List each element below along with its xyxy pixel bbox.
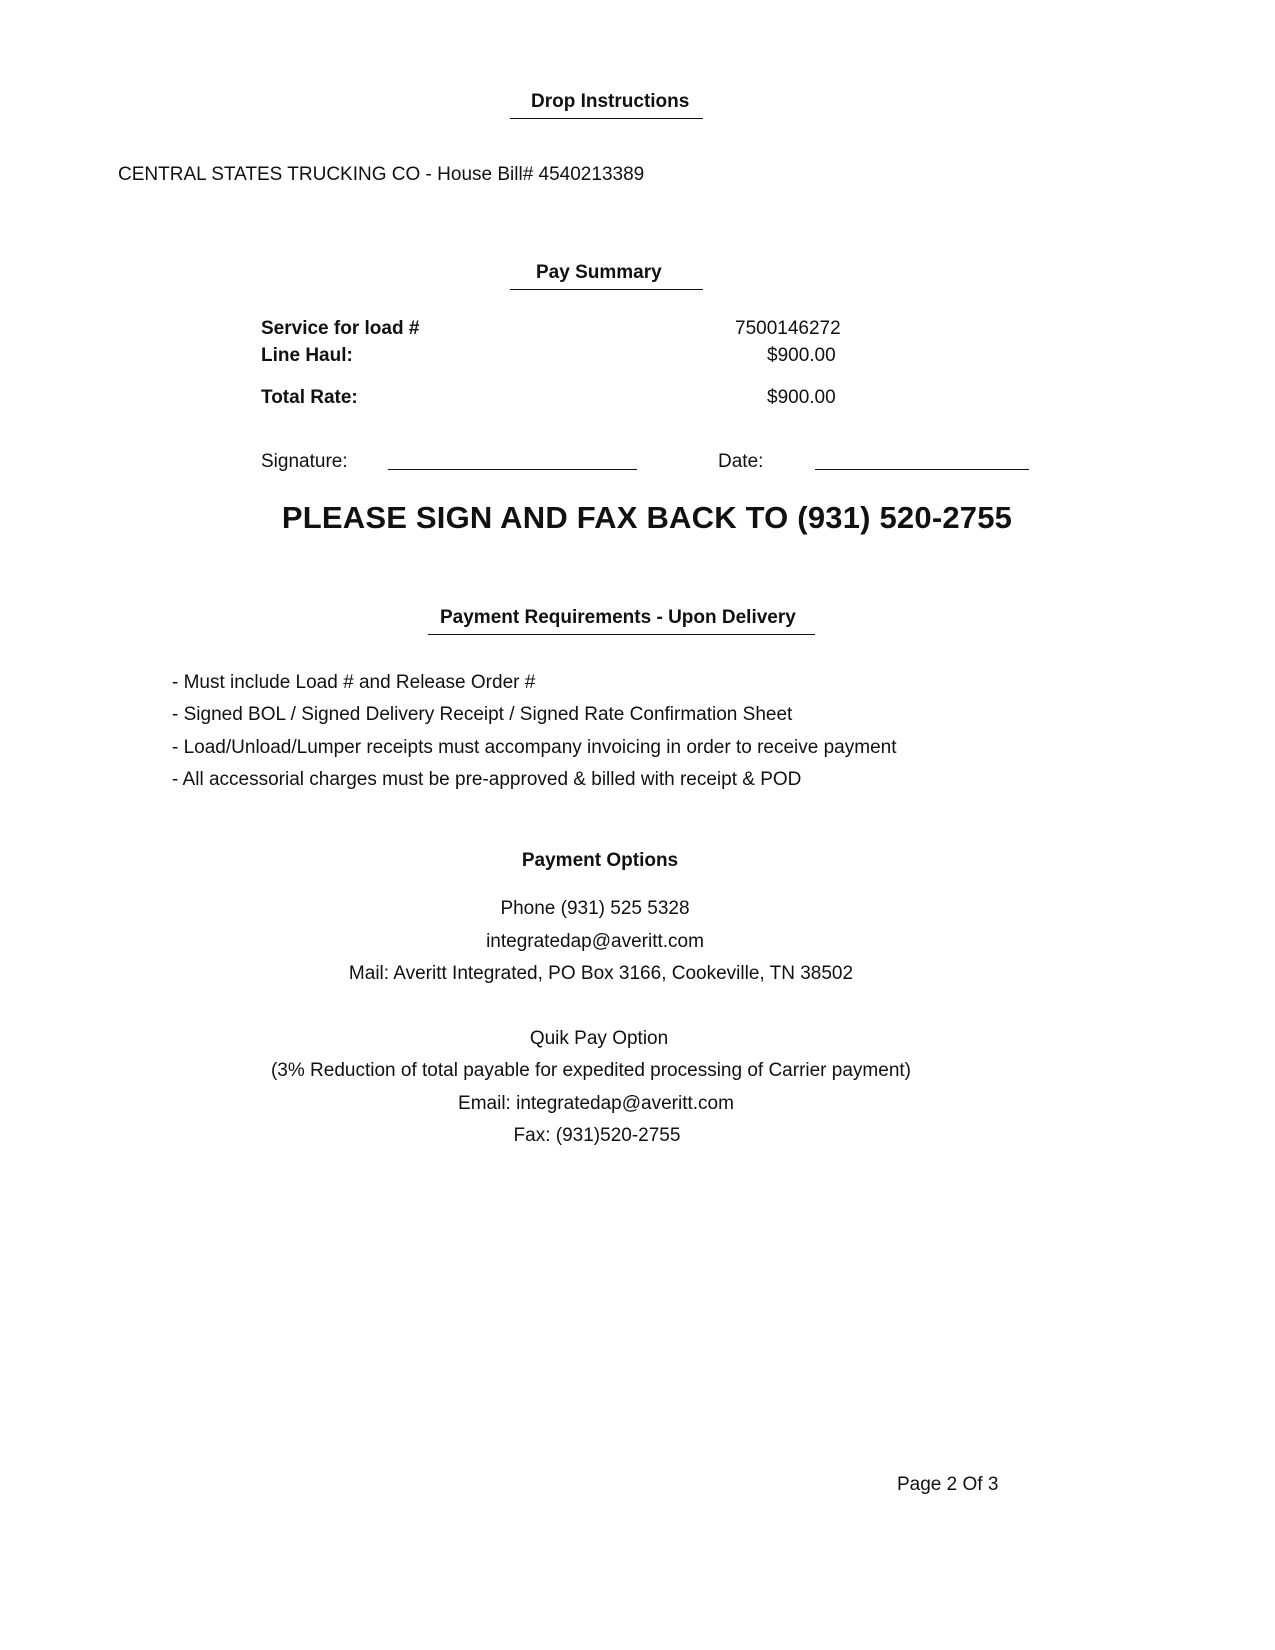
payment-email: integratedap@averitt.com bbox=[486, 931, 704, 952]
fax-back-notice: PLEASE SIGN AND FAX BACK TO (931) 520-2755 bbox=[281, 500, 1013, 535]
date-line bbox=[815, 469, 1029, 470]
payment-requirements-heading: Payment Requirements - Upon Delivery bbox=[440, 607, 796, 628]
quik-pay-email: Email: integratedap@averitt.com bbox=[458, 1093, 734, 1114]
quik-pay-title: Quik Pay Option bbox=[529, 1028, 669, 1049]
total-rate-value: $900.00 bbox=[767, 387, 836, 408]
requirement-item: - All accessorial charges must be pre-approved & billed with receipt & POD bbox=[172, 769, 802, 790]
requirement-item: - Must include Load # and Release Order # bbox=[172, 672, 536, 693]
signature-label: Signature: bbox=[261, 451, 348, 472]
signature-line bbox=[388, 469, 637, 470]
drop-instructions-text: CENTRAL STATES TRUCKING CO - House Bill# 4540213389 bbox=[118, 164, 645, 185]
pay-summary-underline bbox=[510, 289, 703, 290]
payment-mail-address: Mail: Averitt Integrated, PO Box 3166, Cookeville, TN 38502 bbox=[348, 963, 854, 984]
page-indicator: Page 2 Of 3 bbox=[897, 1474, 999, 1495]
date-label: Date: bbox=[718, 451, 764, 472]
line-haul-value: $900.00 bbox=[767, 345, 836, 366]
payment-phone: Phone (931) 525 5328 bbox=[500, 898, 690, 919]
drop-instructions-heading: Drop Instructions bbox=[531, 91, 690, 112]
requirement-item: - Signed BOL / Signed Delivery Receipt / Signed Rate Confirmation Sheet bbox=[172, 704, 793, 725]
total-rate-label: Total Rate: bbox=[261, 387, 358, 408]
service-load-label: Service for load # bbox=[261, 318, 420, 339]
payment-requirements-underline bbox=[428, 634, 815, 635]
quik-pay-note: (3% Reduction of total payable for expedited processing of Carrier payment) bbox=[270, 1060, 911, 1081]
service-load-value: 7500146272 bbox=[735, 318, 841, 339]
pay-summary-heading: Pay Summary bbox=[536, 262, 662, 283]
requirement-item: - Load/Unload/Lumper receipts must accompany invoicing in order to receive payment bbox=[172, 737, 897, 758]
payment-options-heading: Payment Options bbox=[521, 850, 679, 871]
line-haul-label: Line Haul: bbox=[261, 345, 353, 366]
quik-pay-fax: Fax: (931)520-2755 bbox=[513, 1125, 681, 1146]
drop-instructions-underline bbox=[510, 118, 703, 119]
